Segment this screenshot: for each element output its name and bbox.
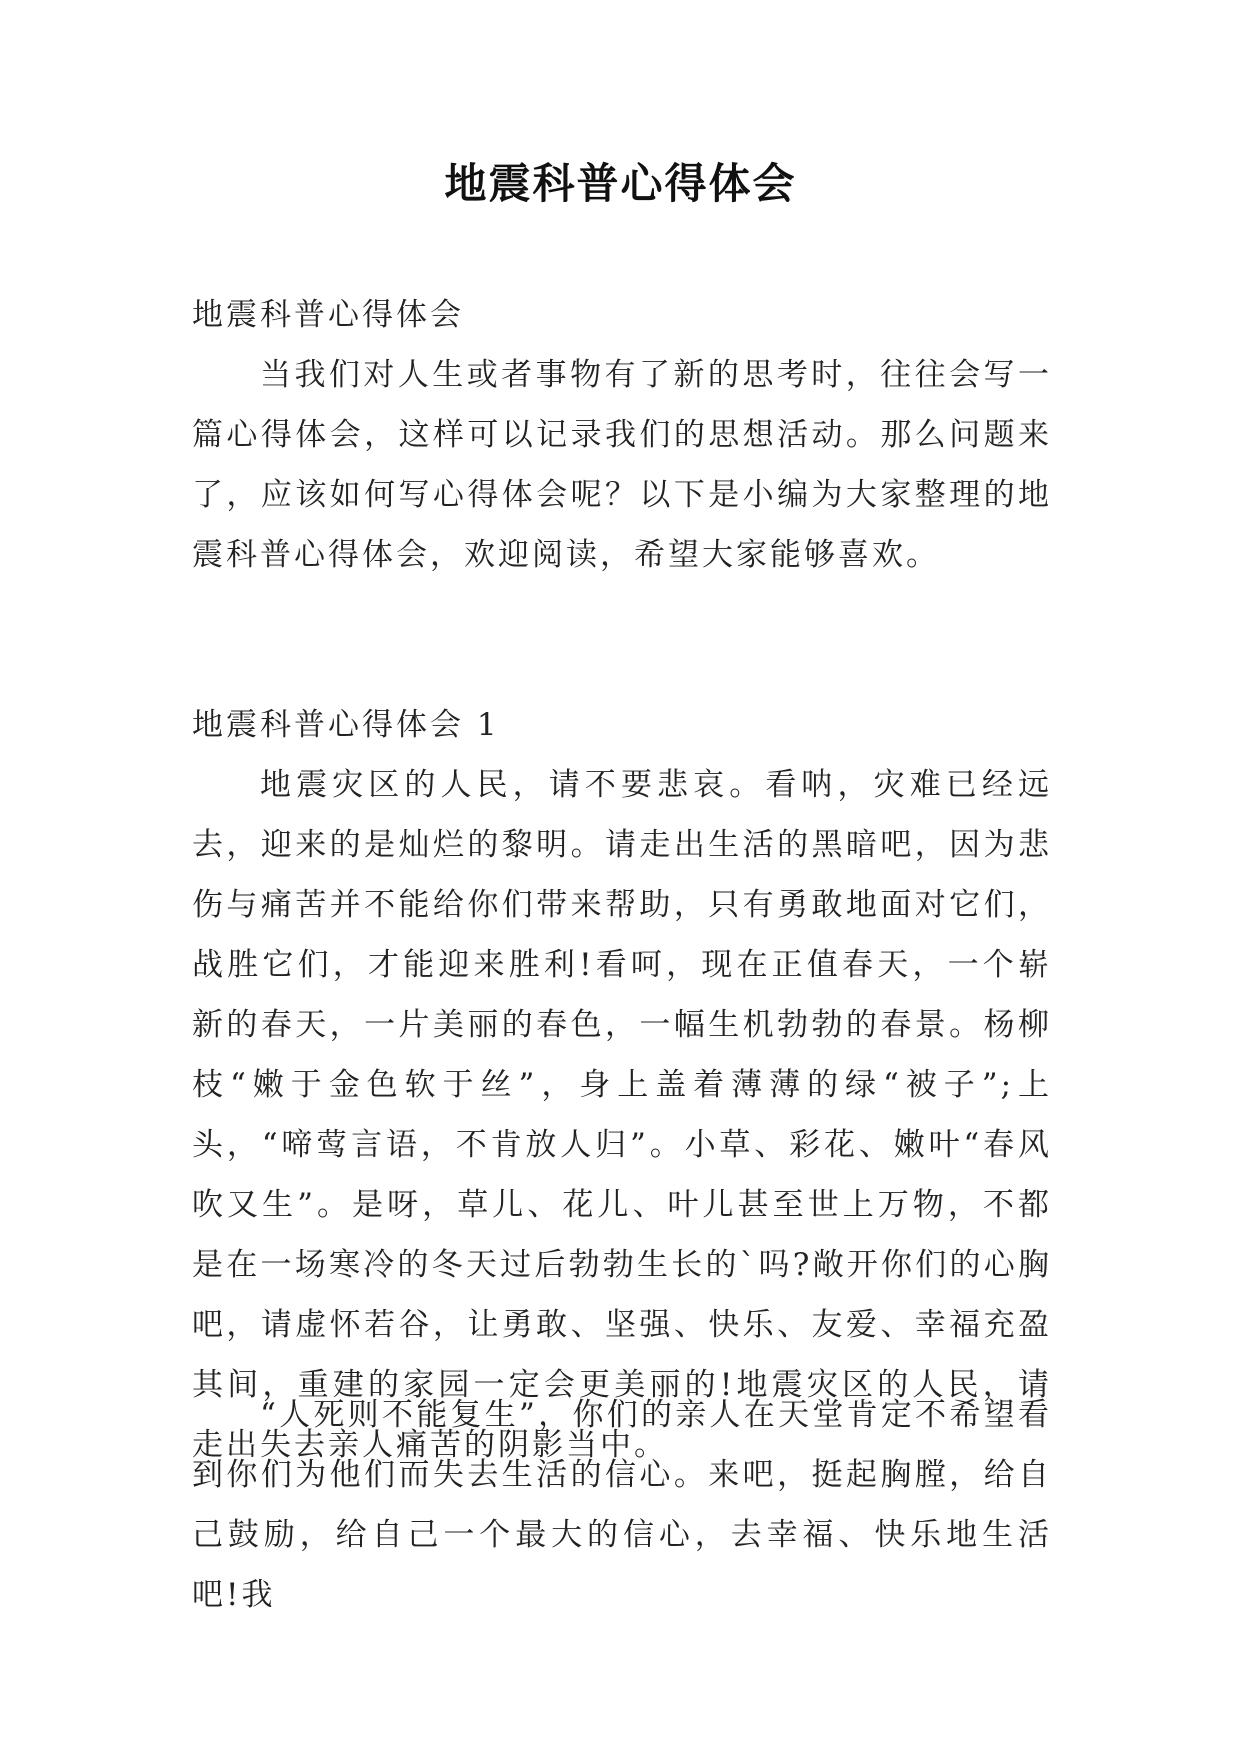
document-title: 地震科普心得体会 <box>444 159 797 208</box>
intro-paragraph: 当我们对人生或者事物有了新的思考时，往往会写一篇心得体会，这样可以记录我们的思想活动。那么问题来了，应该如何写心得体会呢？以下是小编为大家整理的地震科普心得体会，欢迎阅读，希望大家能够喜欢。 <box>192 357 1052 573</box>
section-paragraph: “人死则不能复生”，你们的亲人在天堂肯定不希望看到你们为他们而失去生活的信心。来吧，挺起胸膛，给自己鼓励，给自己一个最大的信心，去幸福、快乐地生活吧!我 <box>192 1397 1052 1613</box>
section-paragraph: 地震灾区的人民，请不要悲哀。看呐，灾难已经远去，迎来的是灿烂的黎明。请走出生活的黑暗吧，因为悲伤与痛苦并不能给你们带来帮助，只有勇敢地面对它们，战胜它们，才能迎来胜利!看呵，现在正值春天，一个崭新的春天，一片美丽的春色，一幅生机勃勃的春景。杨柳枝“嫩于金色软于丝”，身上盖着薄薄的绿“被子”;上头，“啼莺言语，不肯放人归”。小草、彩花、嫩叶“春风吹又生”。是呀，草儿、花儿、叶儿甚至世上万物，不都是在一场寒冷的冬天过后勃勃生长的`吗?敞开你们的心胸吧，请虚怀若谷，让勇敢、坚强、快乐、友爱、幸福充盈其间，重建的家园一定会更美丽的!地震灾区的人民，请走出失去亲人痛苦的阴影当中。 <box>192 767 1052 1463</box>
section-heading: 地震科普心得体会 1 <box>192 707 500 743</box>
document-subtitle: 地震科普心得体会 <box>192 297 464 333</box>
